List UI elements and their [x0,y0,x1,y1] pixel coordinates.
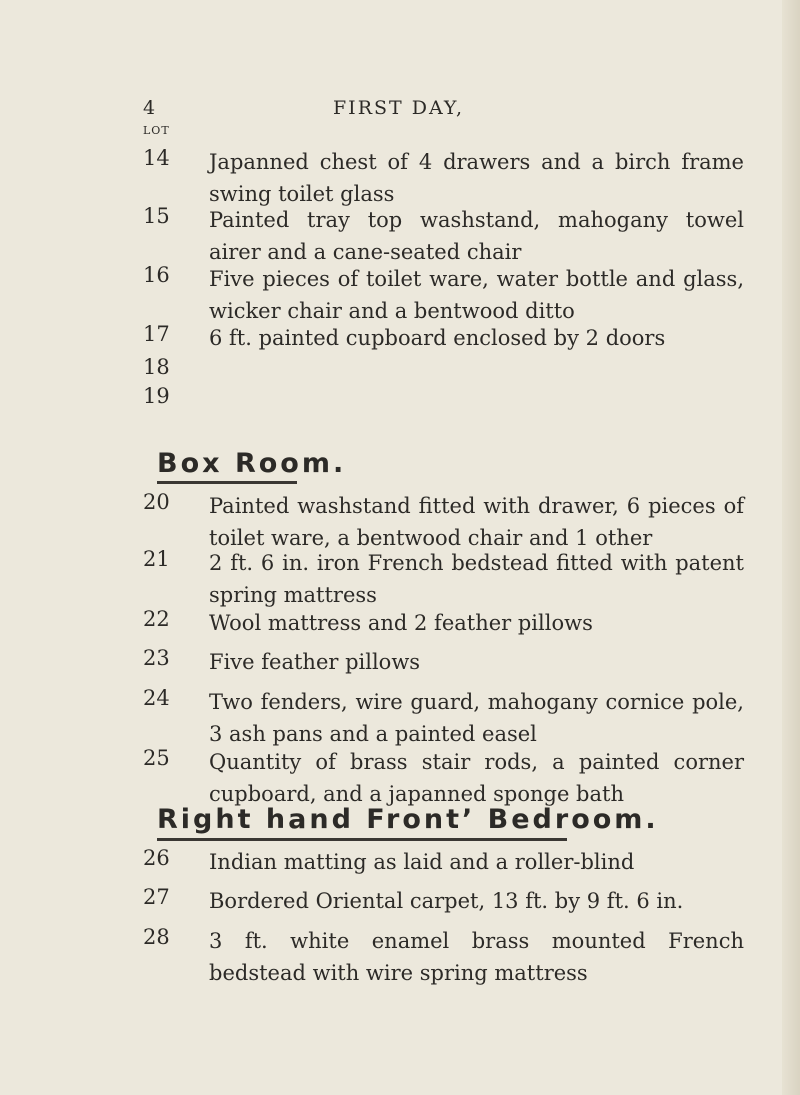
lot-number: 14 [143,146,170,170]
page-number: 4 [143,97,156,119]
lot-number: 26 [143,846,170,870]
lot-description: Painted washstand fitted with drawer, 6 pieces of toilet ware, a bentwood chair and 1 other [209,494,744,550]
page-edge [782,0,800,1095]
lot-number: 28 [143,925,170,949]
lot-number: 27 [143,885,170,909]
lot-number: 20 [143,490,170,514]
section-heading-box-room: Box Room. [157,448,347,479]
lot-description: Five feather pillows [209,650,421,674]
section-underline [157,481,297,484]
lot-number: 21 [143,547,170,571]
page-header: FIRST DAY, [333,97,465,119]
lot-number: 19 [143,384,170,408]
section-underline [157,838,567,841]
lot-description: Wool mattress and 2 feather pillows [209,611,593,635]
lot-description: 3 ft. white enamel brass mounted French bedstead with wire spring mattress [209,929,744,985]
lot-number: 15 [143,204,170,228]
lot-number: 23 [143,646,170,670]
lot-number: 25 [143,746,170,770]
lot-description: 6 ft. painted cupboard enclosed by 2 doors [209,326,666,350]
lot-number: 16 [143,263,170,287]
lot-number: 22 [143,607,170,631]
lot-number: 18 [143,355,170,379]
lot-description: Painted tray top washstand, mahogany towel airer and a cane-seated chair [209,208,744,264]
lot-description: Japanned chest of 4 drawers and a birch frame swing toilet glass [209,150,744,206]
section-heading-front-bedroom: Right hand Front’ Bedroom. [157,804,659,835]
lot-column-label: LOT [143,124,170,137]
lot-description: 2 ft. 6 in. iron French bedstead fitted with patent spring mattress [209,551,744,607]
lot-description: Two fenders, wire guard, mahogany cornice pole, 3 ash pans and a painted easel [209,690,744,746]
lot-description: Quantity of brass stair rods, a painted corner cupboard, and a japanned sponge bath [209,750,744,806]
lot-number: 17 [143,322,170,346]
lot-description: Five pieces of toilet ware, water bottle and glass, wicker chair and a bentwood ditto [209,267,744,323]
lot-number: 24 [143,686,170,710]
lot-description: Indian matting as laid and a roller-blind [209,850,635,874]
lot-description: Bordered Oriental carpet, 13 ft. by 9 ft. 6 in. [209,889,684,913]
